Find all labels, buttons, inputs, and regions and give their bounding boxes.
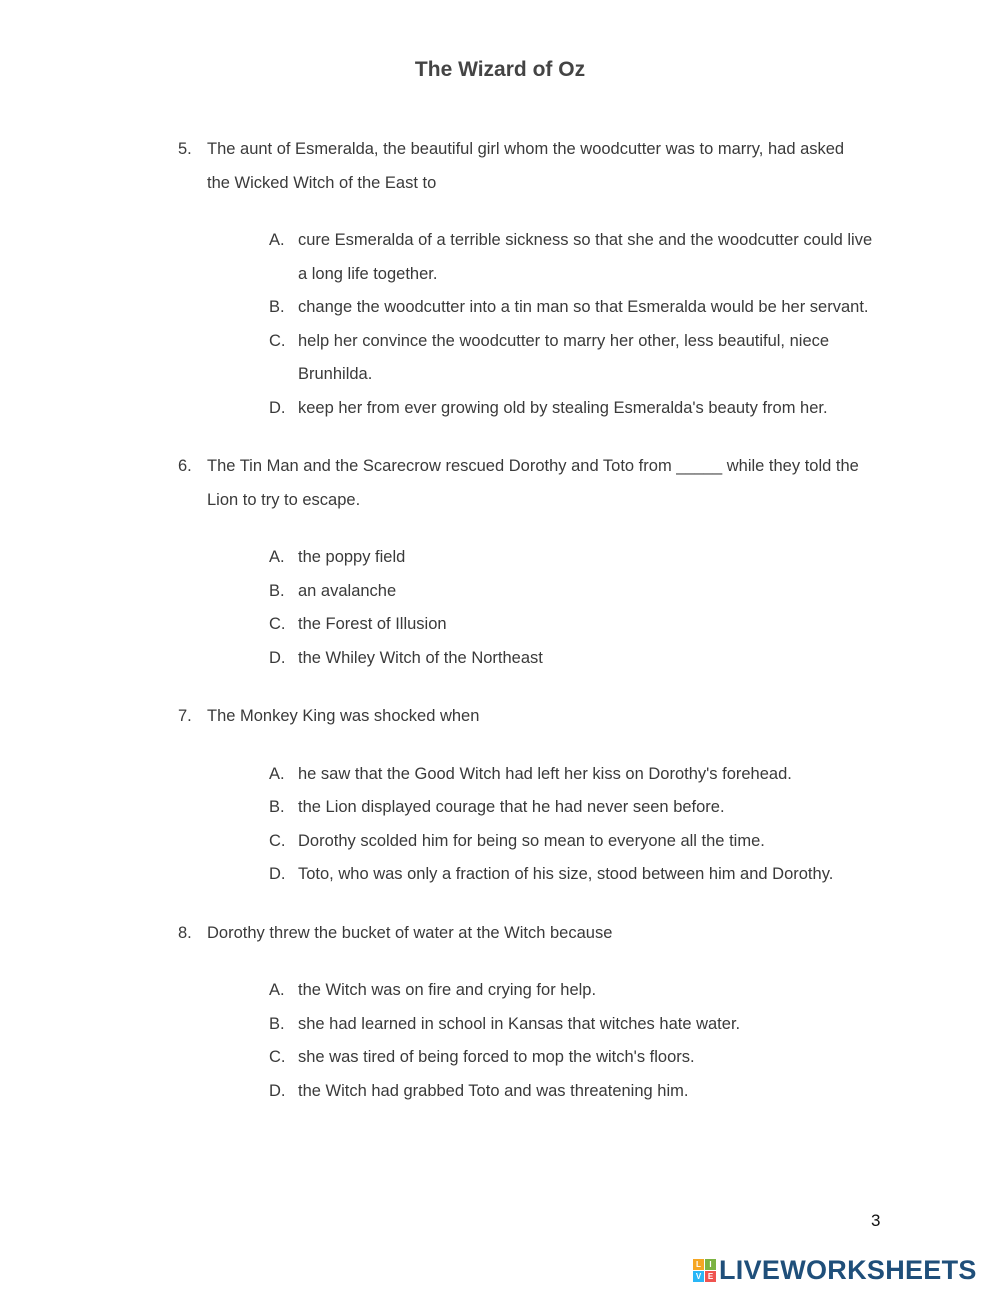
question-7	[0, 700, 1000, 892]
logo-letter: E	[705, 1271, 716, 1282]
logo-mark-icon	[693, 1259, 716, 1282]
answer-option[interactable]	[0, 541, 1000, 575]
answer-option[interactable]	[0, 224, 1000, 291]
option-letter: D.	[269, 648, 286, 667]
question-number: 7.	[178, 707, 192, 725]
option-letter: B.	[269, 1014, 285, 1033]
question-number: 6.	[178, 457, 192, 475]
option-text: Dorothy scolded him for being so mean to everyone all the time.	[298, 831, 765, 850]
logo-letter: L	[693, 1259, 704, 1270]
answer-option[interactable]	[0, 608, 1000, 642]
option-text: she was tired of being forced to mop the witch's floors.	[298, 1048, 695, 1066]
answer-option[interactable]	[0, 791, 1000, 825]
question-list	[0, 133, 1000, 1133]
option-letter: C.	[269, 331, 286, 350]
option-text: she had learned in school in Kansas that witches hate water.	[298, 1014, 741, 1033]
option-text: the Witch had grabbed Toto and was threatening him.	[298, 1081, 689, 1100]
answer-option[interactable]	[0, 392, 1000, 426]
answer-option[interactable]	[0, 575, 1000, 609]
question-text: The Monkey King was shocked when	[207, 707, 480, 725]
logo-letter: I	[705, 1259, 716, 1270]
question-5	[0, 133, 1000, 425]
answer-option[interactable]	[0, 291, 1000, 325]
brand-name: LIVEWORKSHEETS	[719, 1254, 977, 1285]
option-letter: D.	[269, 865, 286, 883]
option-letter: C.	[269, 1048, 286, 1066]
answer-options	[0, 224, 1000, 425]
option-text: the Forest of Illusion	[298, 615, 447, 633]
option-letter: D.	[269, 398, 286, 417]
option-text: change the woodcutter into a tin man so that Esmeralda would be her servant.	[298, 298, 869, 316]
answer-option[interactable]	[0, 1075, 1000, 1109]
option-letter: A.	[269, 231, 285, 249]
page-title: The Wizard of Oz	[414, 58, 586, 81]
option-text: the poppy field	[298, 548, 406, 566]
liveworksheets-logo[interactable]	[693, 1253, 977, 1287]
answer-option[interactable]	[0, 1041, 1000, 1075]
option-letter: A.	[269, 981, 285, 999]
question-stem	[0, 450, 1000, 517]
question-6	[0, 450, 1000, 675]
option-text: help her convince the woodcutter to marry her other, less beautiful, niece Brunhilda.	[298, 331, 830, 383]
answer-option[interactable]	[0, 325, 1000, 392]
option-letter: C.	[269, 831, 286, 850]
option-text: Toto, who was only a fraction of his size, stood between him and Dorothy.	[298, 865, 834, 883]
option-letter: B.	[269, 581, 285, 600]
option-text: the Witch was on fire and crying for help.	[298, 981, 597, 999]
answer-option[interactable]	[0, 1008, 1000, 1042]
answer-option[interactable]	[0, 974, 1000, 1008]
option-letter: D.	[269, 1081, 286, 1100]
option-text: an avalanche	[298, 581, 397, 600]
answer-option[interactable]	[0, 758, 1000, 792]
option-letter: B.	[269, 798, 285, 816]
option-text: he saw that the Good Witch had left her kiss on Dorothy's forehead.	[298, 764, 792, 783]
answer-options	[0, 541, 1000, 675]
option-letter: C.	[269, 615, 286, 633]
logo-letter: V	[693, 1271, 704, 1282]
option-letter: A.	[269, 764, 285, 783]
option-text: keep her from ever growing old by stealing Esmeralda's beauty from her.	[298, 398, 828, 417]
answer-option[interactable]	[0, 825, 1000, 859]
option-text: the Whiley Witch of the Northeast	[298, 648, 543, 667]
option-letter: B.	[269, 298, 285, 316]
answer-option[interactable]	[0, 858, 1000, 892]
page-number: 3	[871, 1211, 881, 1230]
question-number: 8.	[178, 923, 192, 942]
question-text: The Tin Man and the Scarecrow rescued Dorothy and Toto from _____ while they told the Lion to try to escape.	[207, 457, 859, 509]
option-text: the Lion displayed courage that he had never seen before.	[298, 798, 725, 816]
answer-options	[0, 974, 1000, 1108]
question-8	[0, 917, 1000, 1109]
question-stem	[0, 917, 1000, 951]
question-stem	[0, 133, 1000, 200]
question-text: The aunt of Esmeralda, the beautiful girl whom the woodcutter was to marry, had asked the Wicked Witch of the East to	[207, 140, 845, 192]
answer-option[interactable]	[0, 642, 1000, 676]
option-text: cure Esmeralda of a terrible sickness so that she and the woodcutter could live a long life together.	[298, 231, 873, 283]
question-number: 5.	[178, 140, 192, 158]
question-stem	[0, 700, 1000, 734]
answer-options	[0, 758, 1000, 892]
option-letter: A.	[269, 548, 285, 566]
question-text: Dorothy threw the bucket of water at the Witch because	[207, 923, 613, 942]
